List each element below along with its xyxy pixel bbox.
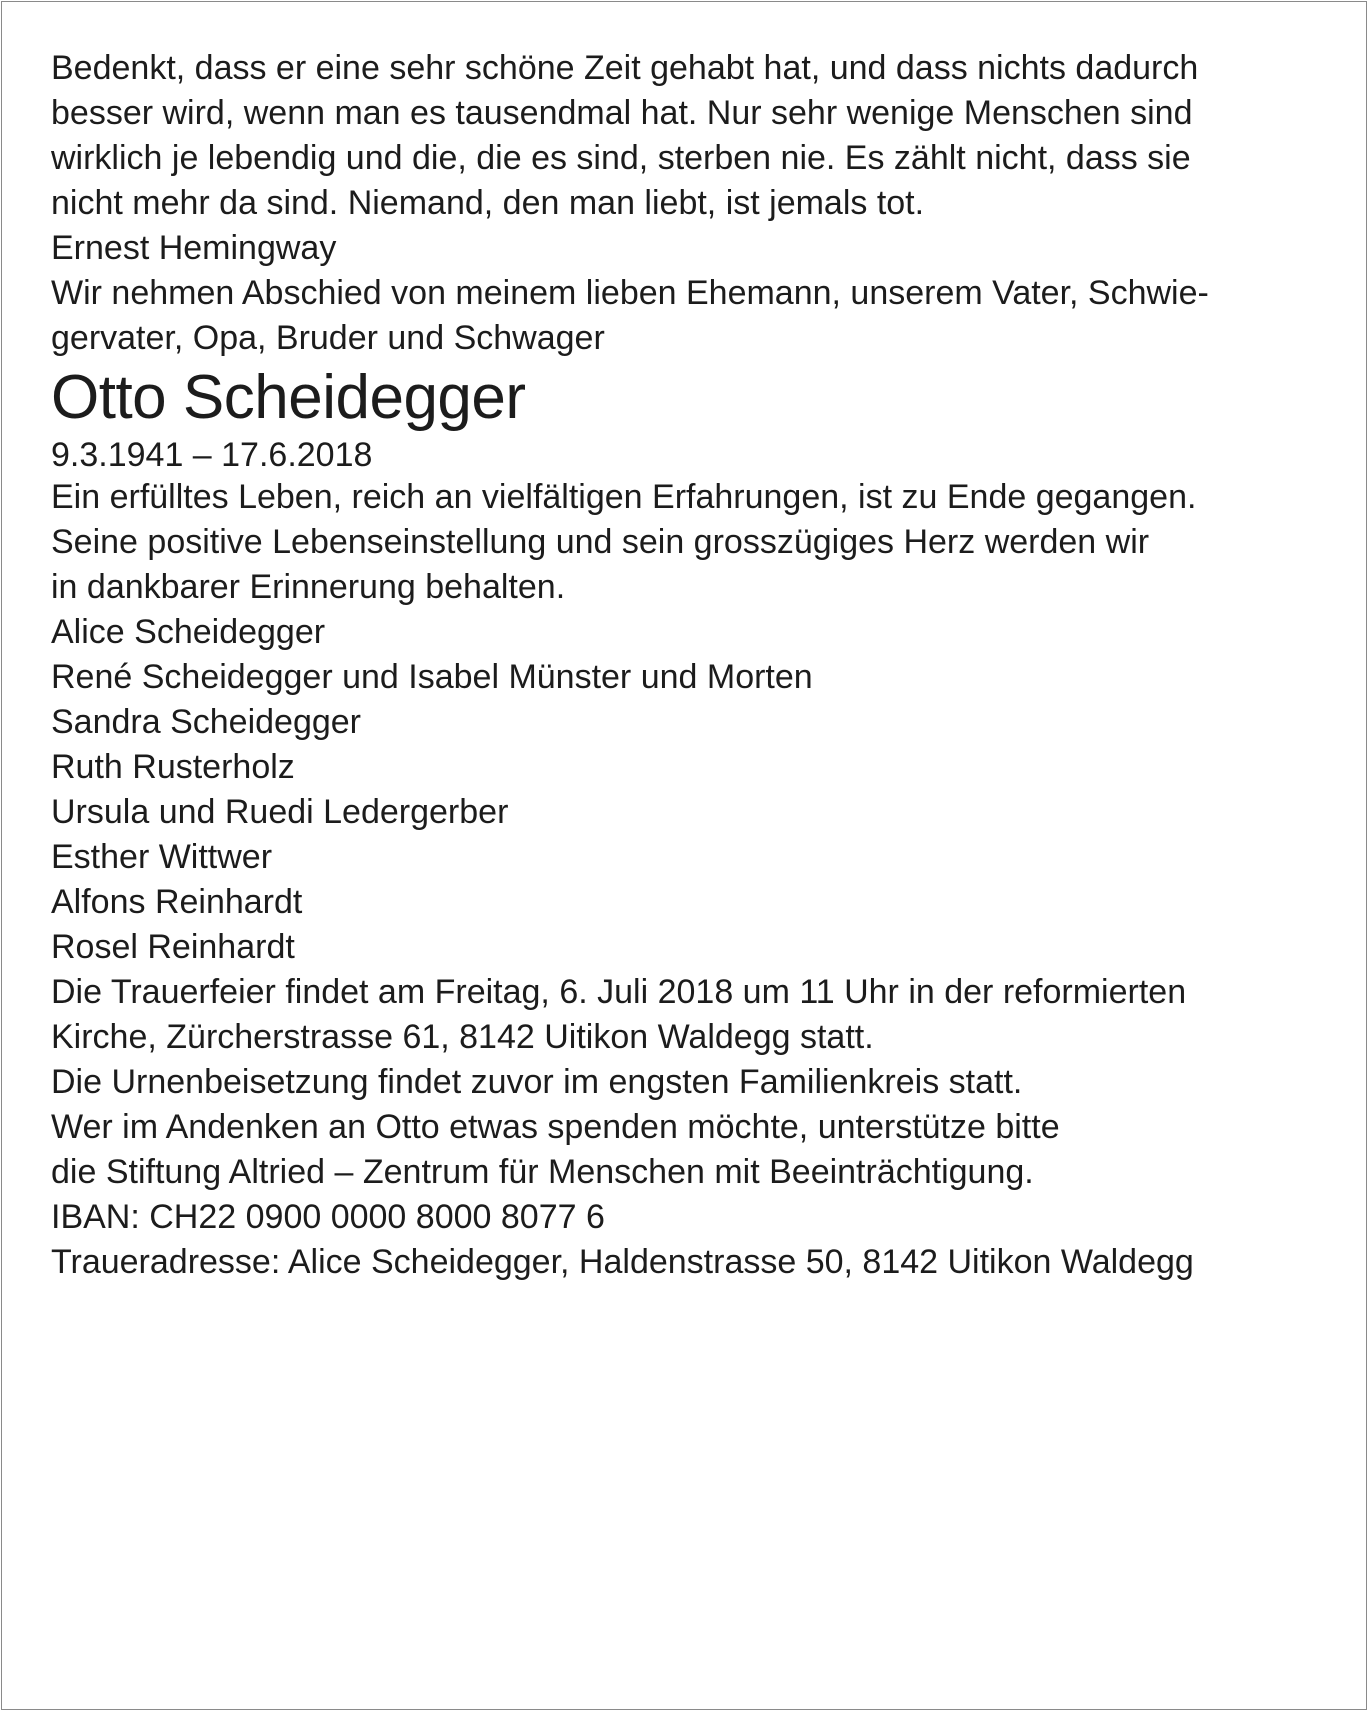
intro-text (51, 271, 1341, 361)
quote-author: Ernest Hemingway (51, 229, 337, 267)
family-member: Alice Scheidegger (51, 613, 326, 651)
deceased-dates: 9.3.1941 – 17.6.2018 (51, 436, 373, 474)
quote-text (51, 46, 1341, 226)
family-member: Alfons Reinhardt (51, 883, 303, 921)
tribute-line: Seine positive Lebenseinstellung und sein grosszügiges Herz werden wir (51, 523, 1150, 561)
tribute-line: Ein erfülltes Leben, reich an vielfältigen Erfahrungen, ist zu Ende gegangen. (51, 478, 1197, 516)
ceremony-line: Kirche, Zürcherstrasse 61, 8142 Uitikon Waldegg statt. (51, 1018, 874, 1056)
tribute-text (51, 475, 1341, 610)
intro-line: gervater, Opa, Bruder und Schwager (51, 319, 605, 357)
obituary-frame (1, 1, 1367, 1710)
family-list (51, 610, 1341, 970)
donation-line: Wer im Andenken an Otto etwas spenden möchte, unterstütze bitte (51, 1108, 1060, 1146)
family-member: Sandra Scheidegger (51, 703, 362, 741)
urn-info: Die Urnenbeisetzung findet zuvor im engsten Familienkreis statt. (51, 1063, 1023, 1101)
quote-line: Bedenkt, dass er eine sehr schöne Zeit gehabt hat, und dass nichts dadurch (51, 49, 1199, 87)
family-member: René Scheidegger und Isabel Münster und Morten (51, 658, 813, 696)
family-member: Ursula und Ruedi Ledergerber (51, 793, 509, 831)
family-member: Ruth Rusterholz (51, 748, 295, 786)
deceased-name: Otto Scheidegger (51, 363, 526, 432)
donation-line: die Stiftung Altried – Zentrum für Menschen mit Beeinträchtigung. (51, 1153, 1034, 1191)
family-member: Rosel Reinhardt (51, 928, 295, 966)
mourning-address: Traueradresse: Alice Scheidegger, Haldenstrasse 50, 8142 Uitikon Waldegg (51, 1243, 1194, 1281)
quote-line: wirklich je lebendig und die, die es sind, sterben nie. Es zählt nicht, dass sie (51, 139, 1191, 177)
intro-line: Wir nehmen Abschied von meinem lieben Ehemann, unserem Vater, Schwie- (51, 274, 1209, 312)
quote-line: besser wird, wenn man es tausendmal hat. Nur sehr wenige Menschen sind (51, 94, 1193, 132)
family-member: Esther Wittwer (51, 838, 273, 876)
ceremony-info (51, 970, 1341, 1060)
donation-iban: IBAN: CH22 0900 0000 8000 8077 6 (51, 1198, 605, 1236)
ceremony-line: Die Trauerfeier findet am Freitag, 6. Juli 2018 um 11 Uhr in der reformierten (51, 973, 1187, 1011)
donation-info (51, 1105, 1341, 1240)
tribute-line: in dankbarer Erinnerung behalten. (51, 568, 566, 606)
obituary-content (51, 46, 1341, 1285)
quote-line: nicht mehr da sind. Niemand, den man liebt, ist jemals tot. (51, 184, 925, 222)
